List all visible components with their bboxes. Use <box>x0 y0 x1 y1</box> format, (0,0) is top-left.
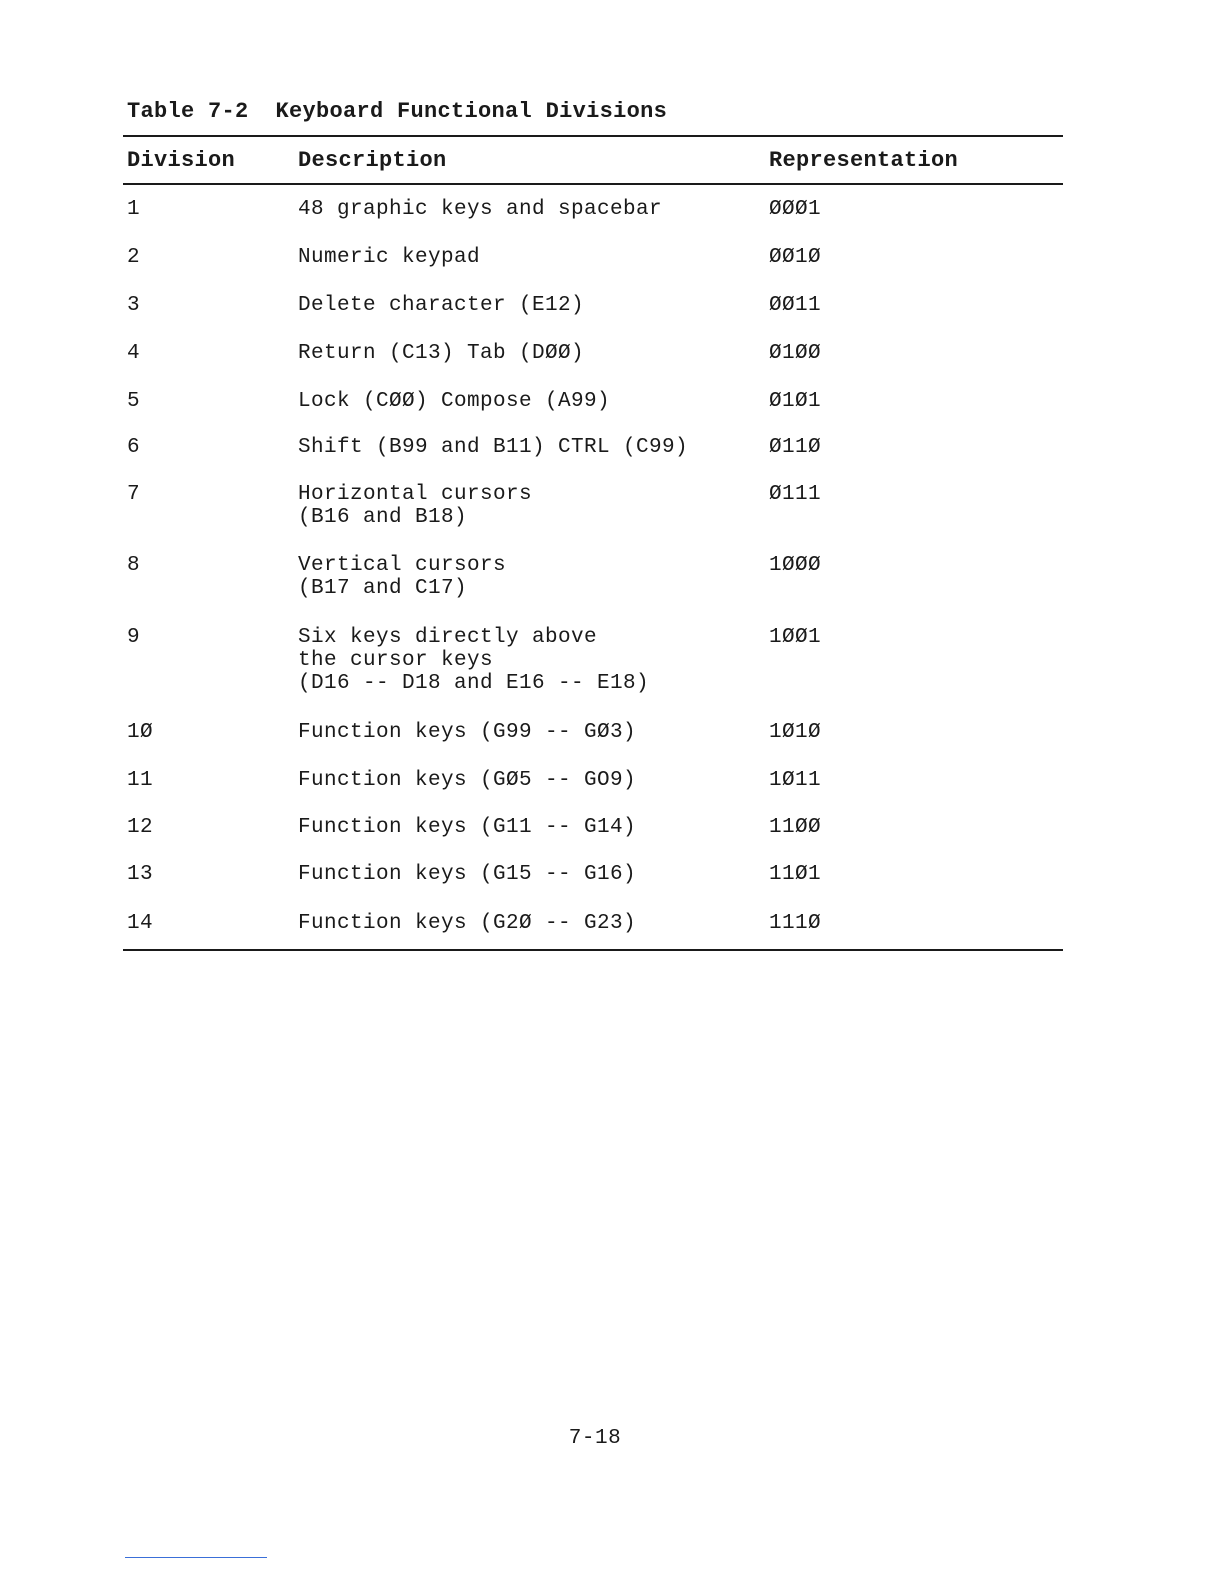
division-cell: 3 <box>127 294 141 317</box>
division-cell: 2 <box>127 246 141 269</box>
representation-cell: Ø11Ø <box>769 436 822 459</box>
representation-cell: ØØ11 <box>769 294 822 317</box>
description-cell <box>298 554 506 600</box>
division-cell: 11 <box>127 769 154 792</box>
representation-cell: ØØØ1 <box>769 198 822 221</box>
division-cell: 12 <box>127 816 154 839</box>
table-bottom-rule <box>123 949 1063 951</box>
description-cell <box>298 294 584 317</box>
division-cell: 14 <box>127 912 154 935</box>
representation-cell: Ø1ØØ <box>769 342 822 365</box>
description-line: Function keys (G15 -- G16) <box>298 863 637 886</box>
representation-cell: 1ØØØ <box>769 554 822 577</box>
description-cell <box>298 863 636 886</box>
division-cell: 4 <box>127 342 141 365</box>
description-line: the cursor keys <box>298 649 494 672</box>
description-line: Function keys (G99 -- GØ3) <box>298 721 637 744</box>
representation-cell: 1Ø11 <box>769 769 822 792</box>
description-line: Numeric keypad <box>298 246 481 269</box>
description-cell <box>298 721 636 744</box>
division-cell: 6 <box>127 436 141 459</box>
division-cell: 9 <box>127 626 141 649</box>
representation-cell: 111Ø <box>769 912 822 935</box>
description-cell <box>298 912 636 935</box>
description-line: (B17 and C17) <box>298 577 468 600</box>
description-line: Six keys directly above <box>298 626 598 649</box>
description-cell <box>298 483 532 529</box>
description-cell <box>298 816 636 839</box>
header-rule <box>123 183 1063 185</box>
description-line: Lock (CØØ) Compose (A99) <box>298 390 611 413</box>
division-cell: 5 <box>127 390 141 413</box>
description-line: Function keys (GØ5 -- GO9) <box>298 769 637 792</box>
footnote-rule <box>125 1557 267 1558</box>
table-title: Table 7-2 Keyboard Functional Divisions <box>127 99 668 124</box>
description-line: Function keys (G2Ø -- G23) <box>298 912 637 935</box>
description-cell <box>298 769 636 792</box>
division-cell: 8 <box>127 554 141 577</box>
division-cell: 7 <box>127 483 141 506</box>
description-line: Function keys (G11 -- G14) <box>298 816 637 839</box>
description-line: Delete character (E12) <box>298 294 585 317</box>
representation-cell: ØØ1Ø <box>769 246 822 269</box>
representation-cell: Ø1Ø1 <box>769 390 822 413</box>
division-cell: 1Ø <box>127 721 154 744</box>
description-cell <box>298 198 662 221</box>
representation-cell: Ø111 <box>769 483 822 506</box>
description-cell <box>298 390 610 413</box>
header-description: Description <box>298 148 447 173</box>
representation-cell: 1ØØ1 <box>769 626 822 649</box>
description-line: Horizontal cursors <box>298 483 533 506</box>
description-line: 48 graphic keys and spacebar <box>298 198 663 221</box>
description-cell <box>298 246 480 269</box>
description-line: Shift (B99 and B11) CTRL (C99) <box>298 436 689 459</box>
representation-cell: 11Ø1 <box>769 863 822 886</box>
description-cell <box>298 436 688 459</box>
description-line: (B16 and B18) <box>298 506 468 529</box>
description-cell <box>298 342 584 365</box>
description-cell <box>298 626 649 695</box>
description-line: Return (C13) Tab (DØØ) <box>298 342 585 365</box>
header-division: Division <box>127 148 236 173</box>
table-top-rule <box>123 135 1063 137</box>
page-number: 7-18 <box>568 1427 622 1450</box>
representation-cell: 11ØØ <box>769 816 822 839</box>
description-line: (D16 -- D18 and E16 -- E18) <box>298 672 650 695</box>
representation-cell: 1Ø1Ø <box>769 721 822 744</box>
division-cell: 13 <box>127 863 154 886</box>
header-representation: Representation <box>769 148 959 173</box>
division-cell: 1 <box>127 198 141 221</box>
description-line: Vertical cursors <box>298 554 507 577</box>
